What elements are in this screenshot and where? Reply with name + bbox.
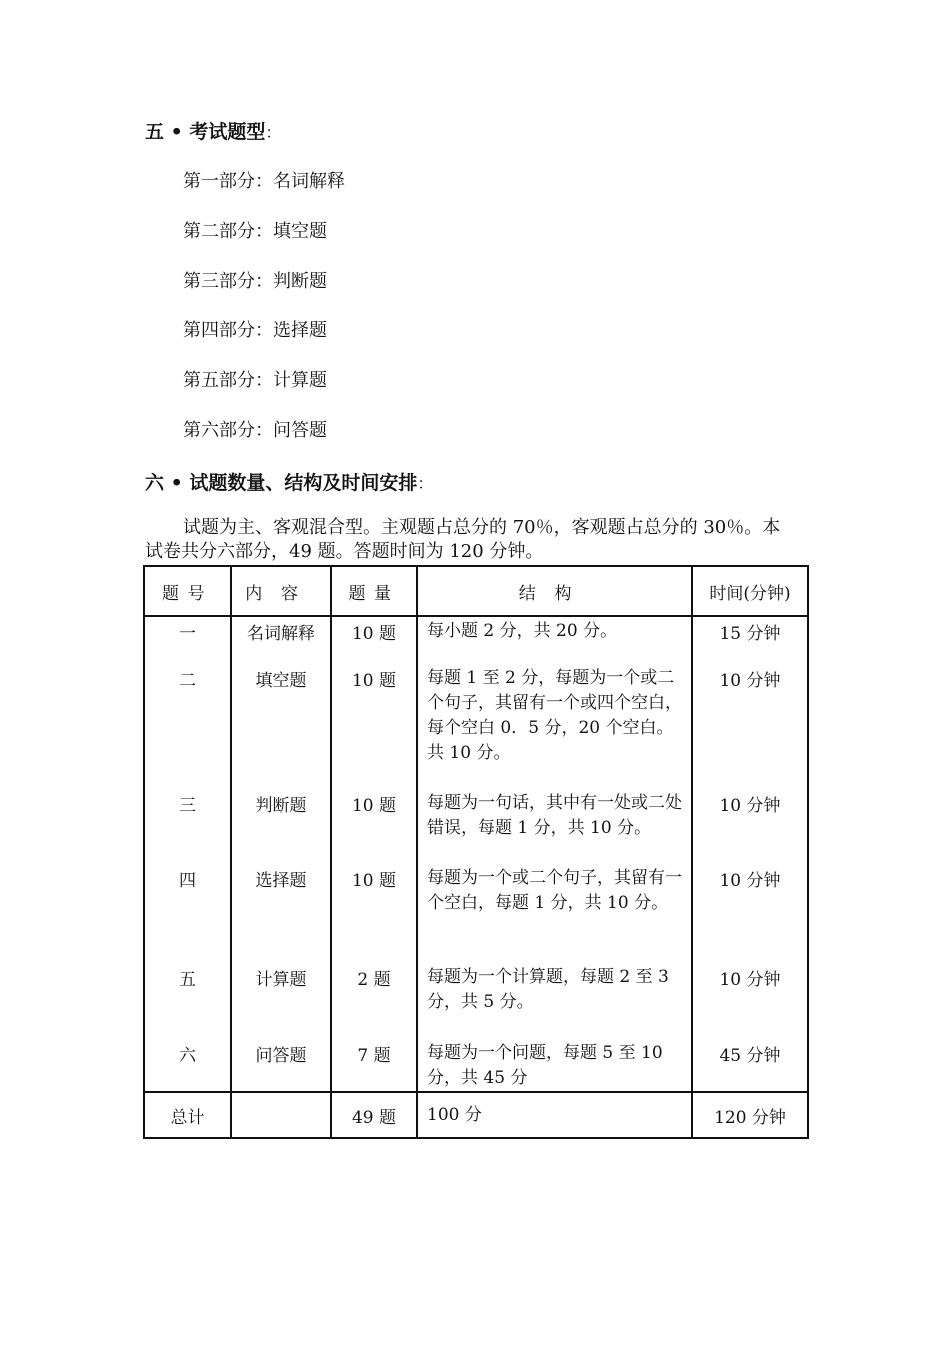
paragraph-line-1: 试题为主、客观混合型。主观题占总分的 70％，客观题占总分的 30％。本 xyxy=(183,517,781,538)
row-time: 45 分钟 xyxy=(692,1041,808,1092)
row-content: 问答题 xyxy=(231,1041,331,1092)
section-5-colon: ： xyxy=(265,123,282,142)
total-label: 总计 xyxy=(144,1092,231,1138)
total-content xyxy=(231,1092,331,1138)
row-time: 10 分钟 xyxy=(692,866,808,965)
table-row xyxy=(144,866,808,965)
row-structure: 每题 1 至 2 分，每题为一个或二个句子，其留有一个或四个空白，每个空白 0．5 分，20 个空白。共 10 分。 xyxy=(417,666,692,791)
row-time: 10 分钟 xyxy=(692,666,808,791)
section-6-colon: ： xyxy=(417,474,434,493)
row-no: 三 xyxy=(144,791,231,866)
exam-part-3: 第三部分：判断题 xyxy=(183,271,327,292)
table-row xyxy=(144,1041,808,1092)
section-5-heading xyxy=(145,117,281,144)
row-count: 7 题 xyxy=(331,1041,417,1092)
row-time: 15 分钟 xyxy=(692,616,808,666)
table-row xyxy=(144,666,808,791)
table-row xyxy=(144,616,808,666)
row-count: 10 题 xyxy=(331,666,417,791)
table-total-row xyxy=(144,1092,808,1138)
exam-part-1: 第一部分：名词解释 xyxy=(183,171,345,192)
table-row xyxy=(144,965,808,1041)
section-6-paragraph xyxy=(145,516,810,564)
row-structure: 每题为一个或二个句子，其留有一个空白，每题 1 分，共 10 分。 xyxy=(417,866,692,965)
header-no: 题号 xyxy=(144,566,231,616)
row-time: 10 分钟 xyxy=(692,965,808,1041)
paragraph-line-2: 试卷共分六部分，49 题。答题时间为 120 分钟。 xyxy=(145,541,544,562)
row-no: 五 xyxy=(144,965,231,1041)
exam-part-6: 第六部分：问答题 xyxy=(183,420,327,441)
exam-structure-table xyxy=(143,565,809,1139)
section-5-title: 五 • 考试题型 xyxy=(145,121,266,143)
row-no: 二 xyxy=(144,666,231,791)
row-no: 四 xyxy=(144,866,231,965)
row-structure: 每小题 2 分，共 20 分。 xyxy=(417,616,692,666)
row-content: 选择题 xyxy=(231,866,331,965)
table-row xyxy=(144,791,808,866)
total-time: 120 分钟 xyxy=(692,1092,808,1138)
total-count: 49 题 xyxy=(331,1092,417,1138)
row-count: 2 题 xyxy=(331,965,417,1041)
row-structure: 每题为一个问题，每题 5 至 10 分，共 45 分 xyxy=(417,1041,692,1092)
table-header-row xyxy=(144,566,808,616)
row-count: 10 题 xyxy=(331,791,417,866)
row-time: 10 分钟 xyxy=(692,791,808,866)
row-count: 10 题 xyxy=(331,866,417,965)
row-content: 计算题 xyxy=(231,965,331,1041)
exam-part-2: 第二部分：填空题 xyxy=(183,221,327,242)
row-no: 一 xyxy=(144,616,231,666)
exam-part-5: 第五部分：计算题 xyxy=(183,370,327,391)
exam-part-4: 第四部分：选择题 xyxy=(183,320,327,341)
header-structure: 结构 xyxy=(417,566,692,616)
row-count: 10 题 xyxy=(331,616,417,666)
row-no: 六 xyxy=(144,1041,231,1092)
header-content: 内容 xyxy=(231,566,331,616)
row-content: 判断题 xyxy=(231,791,331,866)
header-count: 题量 xyxy=(331,566,417,616)
header-time: 时间(分钟) xyxy=(692,566,808,616)
row-structure: 每题为一句话，其中有一处或二处错误，每题 1 分，共 10 分。 xyxy=(417,791,692,866)
row-content: 填空题 xyxy=(231,666,331,791)
row-content: 名词解释 xyxy=(231,616,331,666)
total-structure: 100 分 xyxy=(417,1092,692,1138)
row-structure: 每题为一个计算题，每题 2 至 3 分，共 5 分。 xyxy=(417,965,692,1041)
section-6-title: 六 • 试题数量、结构及时间安排 xyxy=(145,472,418,494)
section-6-heading xyxy=(145,468,433,495)
